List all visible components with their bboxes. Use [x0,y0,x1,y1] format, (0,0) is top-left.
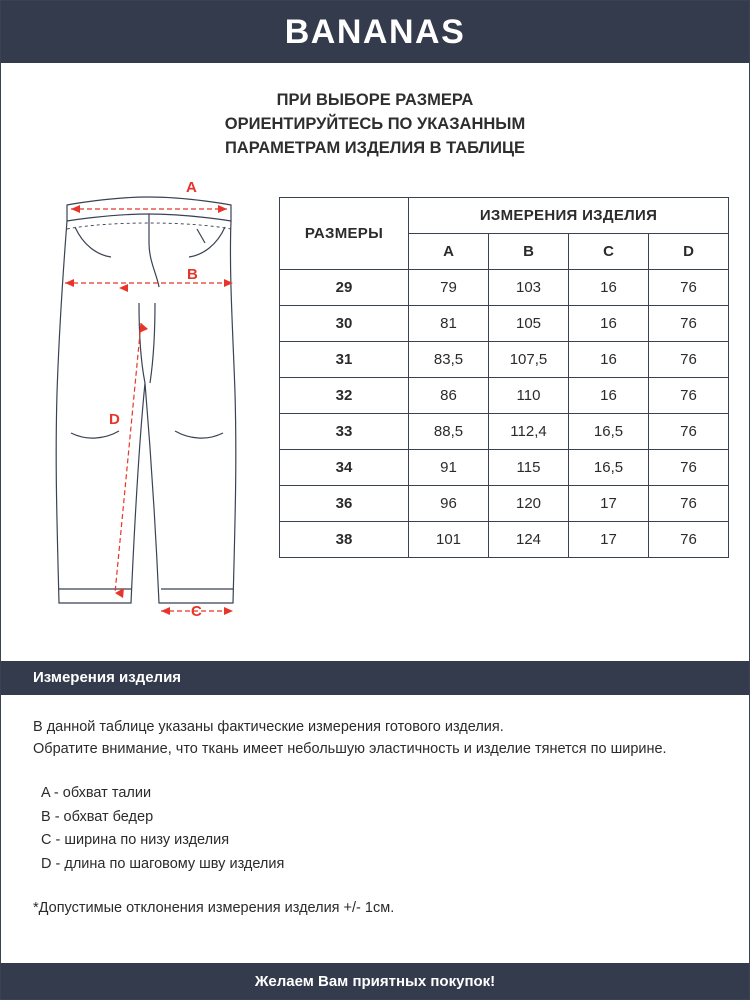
cell-c: 17 [569,521,649,557]
column-header-b: B [489,233,569,269]
table-row [280,485,729,521]
intro-line-1: ПРИ ВЫБОРЕ РАЗМЕРА [276,91,474,109]
cell-a: 81 [409,305,489,341]
cell-d: 76 [649,449,729,485]
cell-c: 16,5 [569,413,649,449]
cell-b: 110 [489,377,569,413]
intro-line-3: ПАРАМЕТРАМ ИЗДЕЛИЯ В ТАБЛИЦЕ [224,138,526,157]
cell-a: 91 [409,449,489,485]
label-c: C [191,602,202,620]
table-row [280,449,729,485]
legend-item-c: C - ширина по низу изделия [41,832,230,849]
label-a: A [186,178,197,196]
cell-size: 36 [280,485,409,521]
cell-a: 96 [409,485,489,521]
table-row [280,377,729,413]
intro-line-2: ОРИЕНТИРУЙТЕСЬ ПО УКАЗАННЫМ [224,114,526,133]
intro-heading [1,89,749,161]
chart-content [1,178,749,633]
jeans-illustration [19,178,279,633]
cell-c: 16 [569,377,649,413]
cell-c: 16,5 [569,449,649,485]
cell-a: 79 [409,269,489,305]
page-footer [1,963,749,999]
table-row [280,305,729,341]
cell-d: 76 [649,377,729,413]
legend-item-b: B - обхват бедер [41,808,154,825]
cell-b: 124 [489,521,569,557]
notes-block [1,695,749,920]
table-row [280,269,729,305]
label-b: B [187,265,198,283]
cell-a: 101 [409,521,489,557]
note-paragraph-1: В данной таблице указаны фактические измерения готового изделия. [33,718,504,735]
column-header-c: C [569,233,649,269]
table-row [280,341,729,377]
header-measurements: ИЗМЕРЕНИЯ ИЗДЕЛИЯ [409,197,729,233]
legend-list [33,782,717,876]
cell-size: 30 [280,305,409,341]
note-paragraph-2: Обратите внимание, что ткань имеет небольшую эластичность и изделие тянется по ширине. [33,740,667,757]
cell-size: 32 [280,377,409,413]
legend-item-d: D - длина по шаговому шву изделия [41,855,285,872]
label-d: D [109,410,120,428]
table-row [280,413,729,449]
cell-b: 112,4 [489,413,569,449]
cell-d: 76 [649,341,729,377]
legend-item-a: A - обхват талии [41,785,152,802]
cell-d: 76 [649,269,729,305]
cell-size: 29 [280,269,409,305]
header-sizes: РАЗМЕРЫ [280,197,409,269]
cell-size: 31 [280,341,409,377]
cell-b: 103 [489,269,569,305]
cell-size: 34 [280,449,409,485]
table-header-row [280,197,729,233]
column-header-d: D [649,233,729,269]
cell-d: 76 [649,521,729,557]
jeans-diagram-svg [19,183,279,633]
footer-text: Желаем Вам приятных покупок! [254,972,496,990]
table-row [280,521,729,557]
cell-b: 105 [489,305,569,341]
cell-d: 76 [649,485,729,521]
cell-b: 120 [489,485,569,521]
page-header [1,1,749,63]
cell-d: 76 [649,305,729,341]
cell-c: 16 [569,341,649,377]
section-title-bar [1,661,749,695]
disclaimer-text: *Допустимые отклонения измерения изделия +/- 1см. [33,900,395,917]
cell-a: 86 [409,377,489,413]
cell-b: 107,5 [489,341,569,377]
brand-logo: BANANAS [284,12,466,51]
cell-b: 115 [489,449,569,485]
cell-a: 83,5 [409,341,489,377]
cell-size: 38 [280,521,409,557]
cell-c: 16 [569,305,649,341]
size-table [279,197,729,558]
size-table-wrap [279,183,733,633]
section-title: Измерения изделия [33,669,182,687]
column-header-a: A [409,233,489,269]
cell-size: 33 [280,413,409,449]
cell-d: 76 [649,413,729,449]
cell-c: 17 [569,485,649,521]
cell-c: 16 [569,269,649,305]
cell-a: 88,5 [409,413,489,449]
